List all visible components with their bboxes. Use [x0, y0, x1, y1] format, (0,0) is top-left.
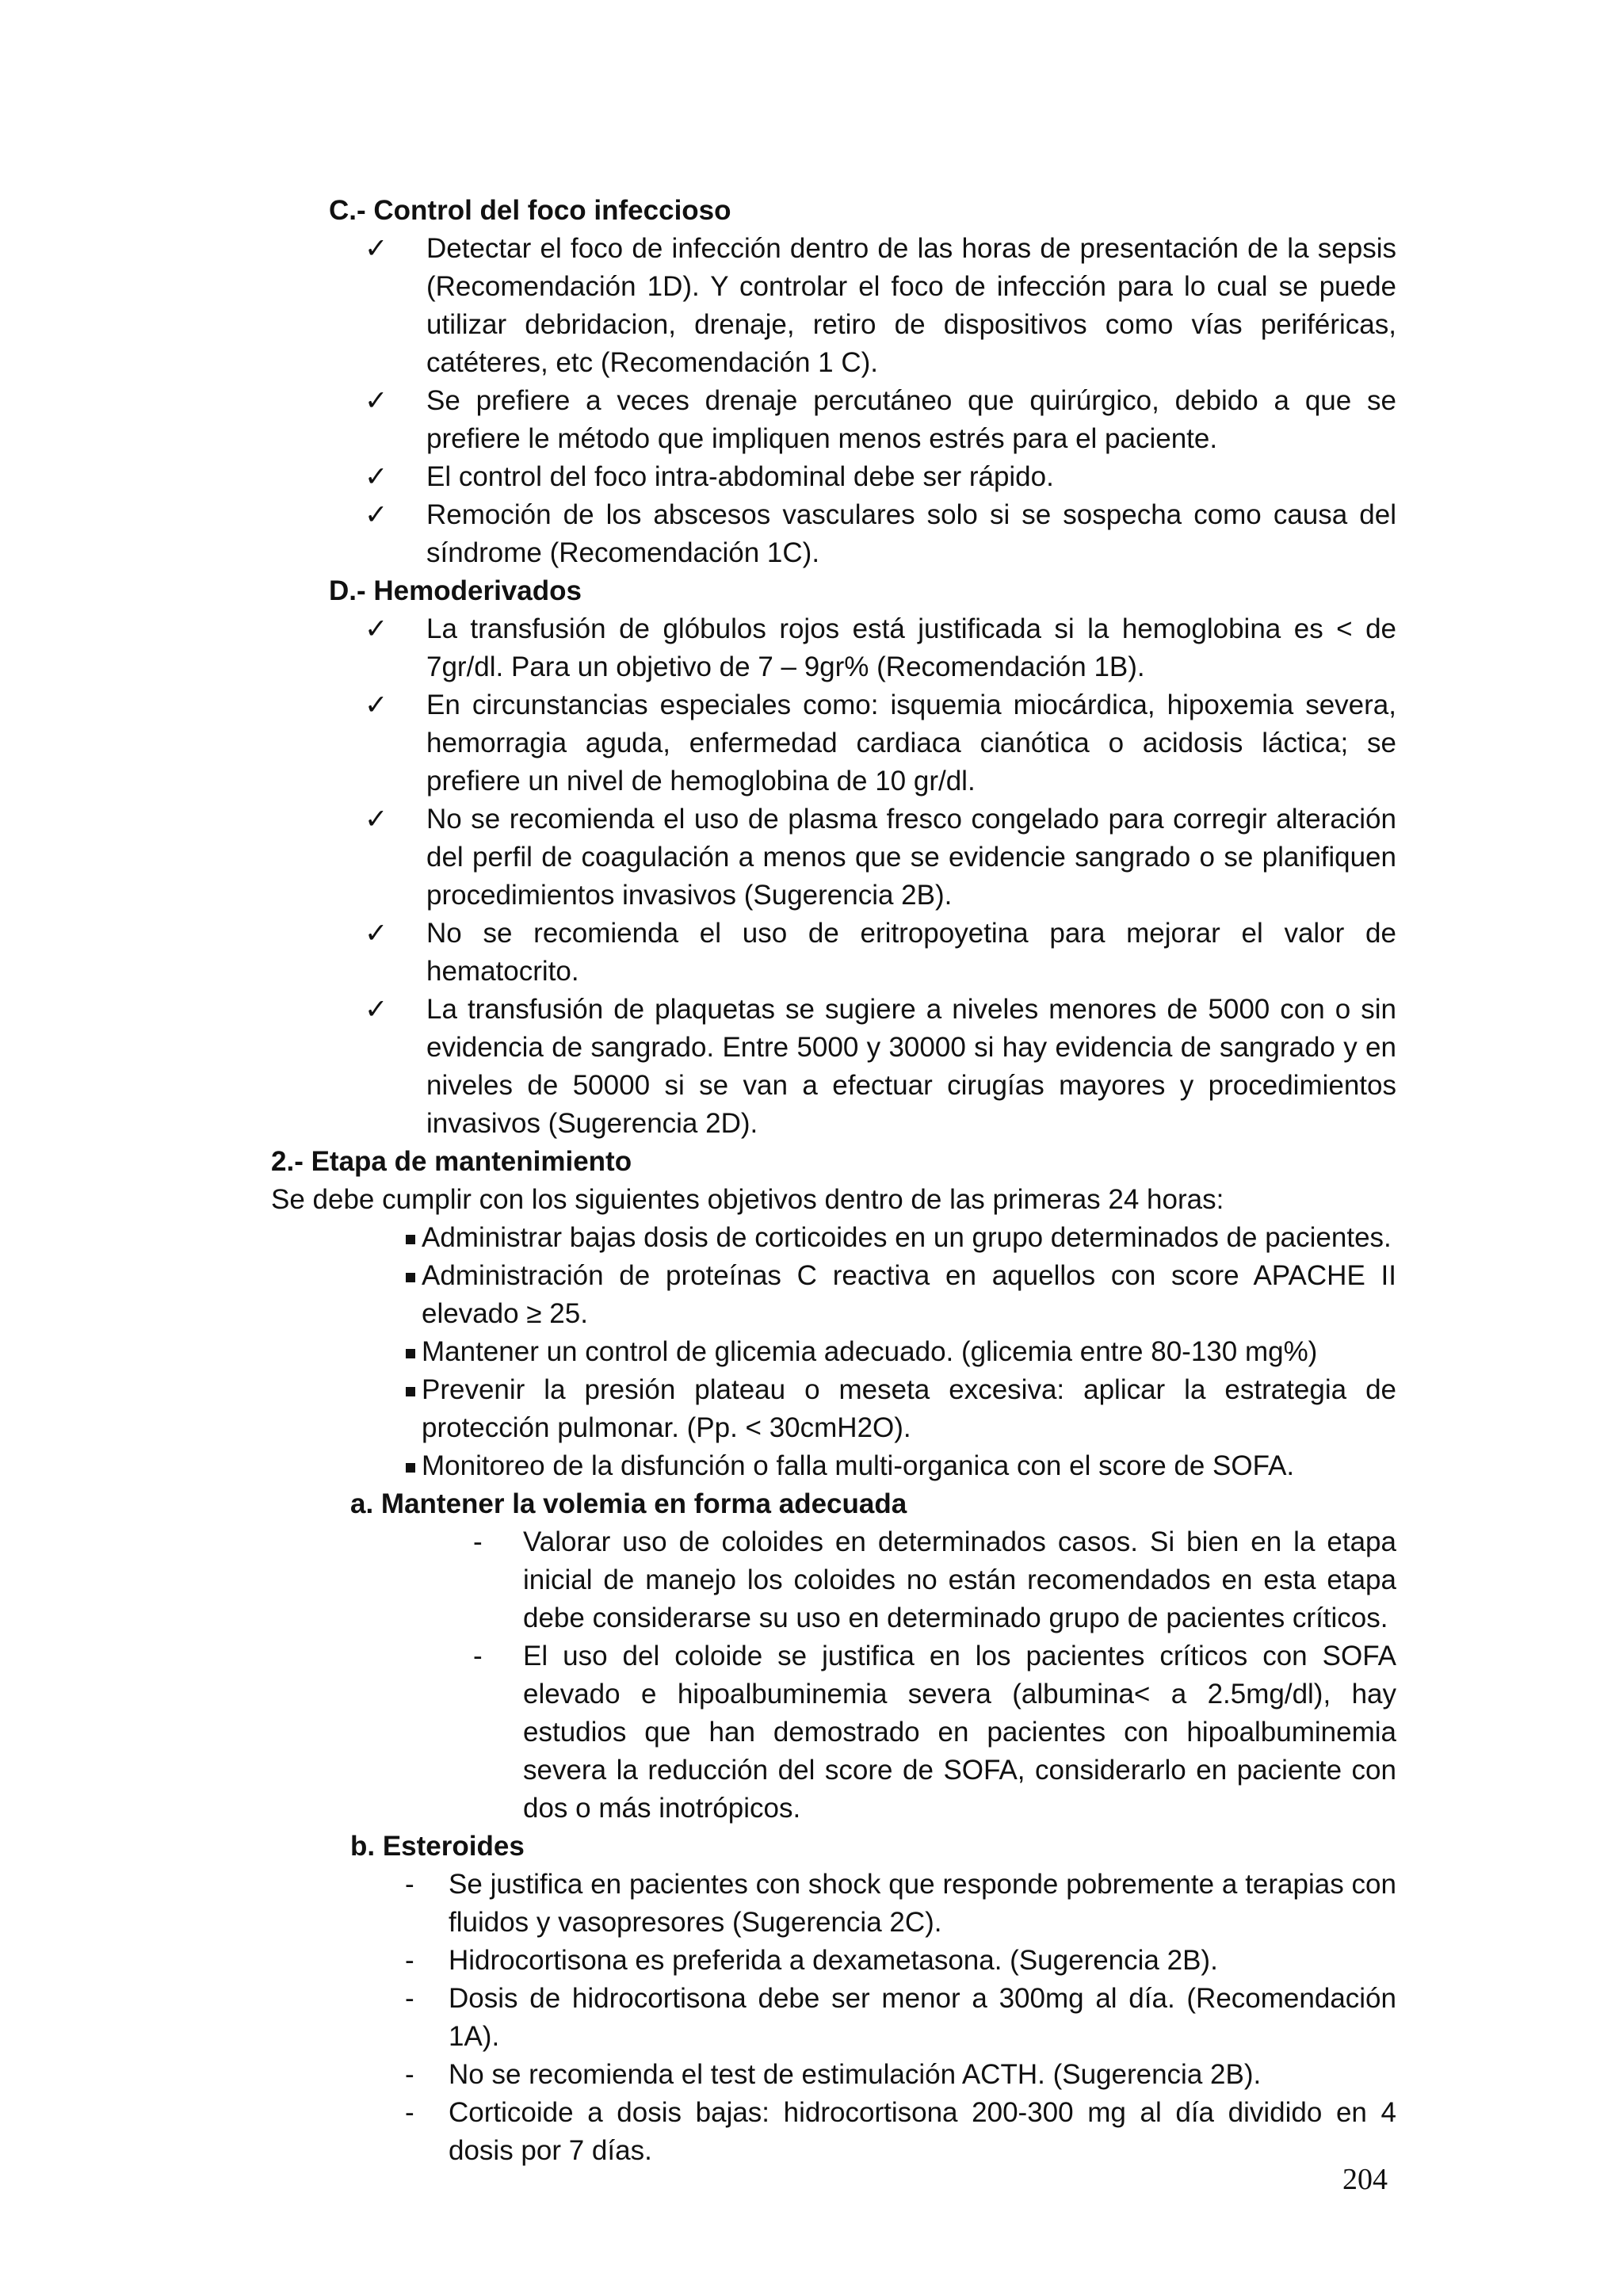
- subsection-a-list: [473, 1523, 1396, 1828]
- list-item: - Valorar uso de coloides en determinados casos. Si bien en la etapa inicial de manejo los coloides no están recomendados en esta etapa debe considerarse su uso en determinado grupo de pacientes críticos.: [473, 1523, 1396, 1637]
- check-icon: ✓: [365, 461, 388, 493]
- section-c-list: [365, 230, 1396, 572]
- dash-icon: -: [405, 1945, 414, 1976]
- dash-icon: -: [473, 1526, 483, 1557]
- page-number: 204: [1342, 2163, 1388, 2196]
- square-bullet-icon: [406, 1235, 415, 1244]
- dash-icon: -: [405, 1983, 414, 2014]
- square-bullet-icon: [406, 1349, 415, 1358]
- subsection-b-heading: b. Esteroides: [350, 1831, 525, 1862]
- etapa-list: [372, 1219, 1396, 1485]
- check-icon: ✓: [365, 918, 388, 949]
- list-item: ✓ En circunstancias especiales como: isquemia miocárdica, hipoxemia severa, hemorragia aguda, enfermedad cardiaca cianótica o acidosis láctica; se prefiere un nivel de hemoglobina de 10 gr/dl.: [365, 686, 1396, 800]
- list-item: ✓ Se prefiere a veces drenaje percutáneo que quirúrgico, debido a que se prefiere le método que impliquen menos estrés para el paciente.: [365, 382, 1396, 458]
- list-item: ✓ El control del foco intra-abdominal debe ser rápido.: [365, 458, 1396, 496]
- list-item: - Corticoide a dosis bajas: hidrocortisona 200-300 mg al día dividido en 4 dosis por 7 días.: [405, 2094, 1396, 2170]
- list-item: ✓ La transfusión de plaquetas se sugiere a niveles menores de 5000 con o sin evidencia de sangrado. Entre 5000 y 30000 si hay evidencia de sangrado y en niveles de 50000 si se van a efectuar cirugías mayores y procedimientos invasivos (Sugerencia 2D).: [365, 991, 1396, 1143]
- square-bullet-icon: [406, 1387, 415, 1396]
- list-item: Monitoreo de la disfunción o falla multi-organica con el score de SOFA.: [372, 1447, 1396, 1485]
- list-item: ✓ No se recomienda el uso de plasma fresco congelado para corregir alteración del perfil de coagulación a menos que se evidencie sangrado o se planifiquen procedimientos invasivos (Sugerencia 2B).: [365, 800, 1396, 915]
- check-icon: ✓: [365, 385, 388, 417]
- subsection-b-list: [405, 1866, 1396, 2170]
- list-item: - Se justifica en pacientes con shock que responde pobremente a terapias con fluidos y vasopresores (Sugerencia 2C).: [405, 1866, 1396, 1942]
- list-item: ✓ No se recomienda el uso de eritropoyetina para mejorar el valor de hematocrito.: [365, 915, 1396, 991]
- etapa-heading: 2.- Etapa de mantenimiento: [271, 1146, 632, 1177]
- list-item: ✓ Detectar el foco de infección dentro de las horas de presentación de la sepsis (Recomendación 1D). Y controlar el foco de infección para lo cual se puede utilizar debridacion, drenaje, retiro de dispositivos como vías periféricas, catéteres, etc (Recomendación 1 C).: [365, 230, 1396, 382]
- check-icon: ✓: [365, 233, 388, 265]
- check-icon: ✓: [365, 499, 388, 531]
- list-item: ✓ La transfusión de glóbulos rojos está justificada si la hemoglobina es < de 7gr/dl. Para un objetivo de 7 – 9gr% (Recomendación 1B).: [365, 610, 1396, 686]
- etapa-intro: Se debe cumplir con los siguientes objetivos dentro de las primeras 24 horas:: [271, 1184, 1224, 1215]
- page-content: [271, 192, 1396, 2170]
- section-d-heading: D.- Hemoderivados: [329, 575, 582, 606]
- check-icon: ✓: [365, 994, 388, 1026]
- list-item: Prevenir la presión plateau o meseta excesiva: aplicar la estrategia de protección pulmonar. (Pp. < 30cmH2O).: [372, 1371, 1396, 1447]
- section-c-heading: C.- Control del foco infeccioso: [329, 195, 731, 226]
- square-bullet-icon: [406, 1463, 415, 1473]
- list-item: - Dosis de hidrocortisona debe ser menor a 300mg al día. (Recomendación 1A).: [405, 1980, 1396, 2056]
- dash-icon: -: [405, 2097, 414, 2128]
- list-item: - No se recomienda el test de estimulación ACTH. (Sugerencia 2B).: [405, 2056, 1396, 2094]
- subsection-a-heading: a. Mantener la volemia en forma adecuada: [350, 1488, 907, 1519]
- list-item: - Hidrocortisona es preferida a dexametasona. (Sugerencia 2B).: [405, 1942, 1396, 1980]
- dash-icon: -: [405, 2059, 414, 2090]
- dash-icon: -: [405, 1869, 414, 1900]
- section-d-list: [365, 610, 1396, 1143]
- dash-icon: -: [473, 1641, 483, 1671]
- list-item: - El uso del coloide se justifica en los pacientes críticos con SOFA elevado e hipoalbuminemia severa (albumina< a 2.5mg/dl), hay estudios que han demostrado en pacientes con hipoalbuminemia severa la reducción del score de SOFA, considerarlo en paciente con dos o más inotrópicos.: [473, 1637, 1396, 1828]
- list-item: ✓ Remoción de los abscesos vasculares solo si se sospecha como causa del síndrome (Recomendación 1C).: [365, 496, 1396, 572]
- list-item: Administrar bajas dosis de corticoides en un grupo determinados de pacientes.: [372, 1219, 1396, 1257]
- check-icon: ✓: [365, 804, 388, 835]
- check-icon: ✓: [365, 613, 388, 645]
- list-item: Mantener un control de glicemia adecuado. (glicemia entre 80-130 mg%): [372, 1333, 1396, 1371]
- check-icon: ✓: [365, 690, 388, 721]
- list-item: Administración de proteínas C reactiva en aquellos con score APACHE II elevado ≥ 25.: [372, 1257, 1396, 1333]
- square-bullet-icon: [406, 1273, 415, 1282]
